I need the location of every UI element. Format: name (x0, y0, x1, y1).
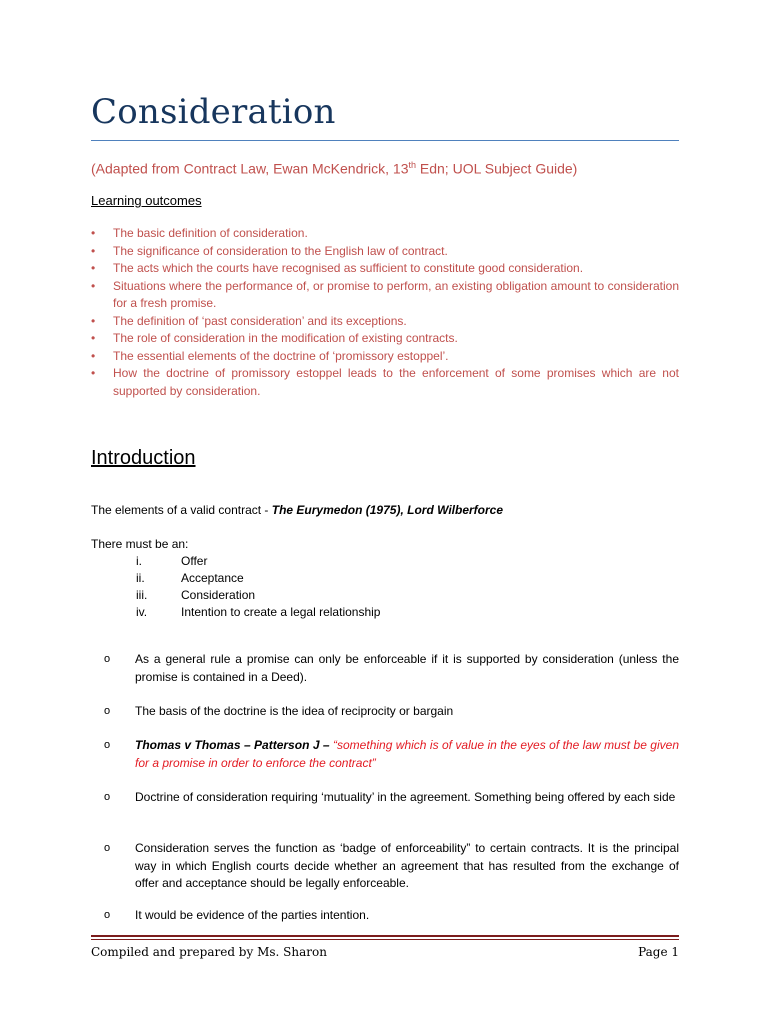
list-number: i. (136, 554, 142, 568)
case-citation: Thomas v Thomas – Patterson J – (135, 738, 334, 752)
elements-case: The Eurymedon (1975), Lord Wilberforce (271, 503, 504, 517)
circle-bullet-icon: o (104, 653, 111, 665)
list-number: ii. (136, 571, 145, 585)
footer-author: Compiled and prepared by Ms. Sharon (91, 945, 327, 959)
point-text (135, 737, 679, 772)
circle-bullet-icon: o (104, 909, 111, 921)
circle-bullet-icon: o (104, 791, 111, 803)
source-note-prefix: (Adapted from Contract Law, Ewan McKendrick, 13 (91, 160, 409, 177)
list-item: • The essential elements of the doctrine of ‘promissory estoppel’. (91, 348, 679, 366)
introduction-heading: Introduction (91, 447, 196, 469)
page-title: Consideration (91, 92, 336, 132)
list-text: Consideration (181, 588, 256, 602)
source-note (91, 160, 577, 177)
list-text: Offer (181, 554, 208, 568)
learning-outcomes-heading: Learning outcomes (91, 193, 202, 208)
list-item: • The basic definition of consideration. (91, 225, 679, 243)
point-text: As a general rule a promise can only be enforceable if it is supported by consideration (unless the promise is contained in a Deed). (135, 652, 679, 684)
list-item: • The role of consideration in the modification of existing contracts. (91, 330, 679, 348)
point-text: It would be evidence of the parties intention. (135, 908, 370, 922)
list-item: • The definition of ‘past consideration’ and its exceptions. (91, 313, 679, 331)
must-be-line: There must be an: (91, 537, 189, 551)
circle-bullet-icon: o (104, 705, 111, 717)
learning-outcomes-list (91, 225, 679, 400)
title-divider (91, 140, 679, 141)
list-item: • The significance of consideration to the English law of contract. (91, 243, 679, 261)
point-item (104, 703, 679, 721)
list-text: Acceptance (181, 571, 244, 585)
page-number: Page 1 (638, 945, 679, 959)
point-item (104, 840, 679, 893)
list-number: iv. (136, 605, 148, 619)
source-note-sup: th (408, 160, 416, 170)
list-item: • Situations where the performance of, or promise to perform, an existing obligation amount to consideration for a fresh promise. (91, 278, 679, 313)
point-item (104, 651, 679, 686)
case-quote: “something which is of value in the eyes of the law must be given for a promise in order to enforce the contract” (135, 738, 679, 770)
point-text: Doctrine of consideration requiring ‘mutuality’ in the agreement. Something being offered by each side (135, 790, 676, 804)
point-item (104, 907, 679, 925)
source-note-suffix: Edn; UOL Subject Guide) (416, 160, 578, 177)
point-text: The basis of the doctrine is the idea of reciprocity or bargain (135, 704, 454, 718)
circle-bullet-icon: o (104, 739, 111, 751)
point-item (104, 789, 679, 807)
point-item (104, 737, 679, 772)
elements-line-text: The elements of a valid contract - (91, 503, 272, 517)
list-number: iii. (136, 588, 148, 602)
list-item: • How the doctrine of promissory estoppel leads to the enforcement of some promises which are not supported by consideration. (91, 365, 679, 400)
footer-divider-thin (91, 939, 679, 940)
circle-bullet-icon: o (104, 842, 111, 854)
list-item: • The acts which the courts have recognised as sufficient to constitute good consideration. (91, 260, 679, 278)
elements-line (91, 503, 503, 517)
list-text: Intention to create a legal relationship (181, 605, 381, 619)
point-text: Consideration serves the function as ‘badge of enforceability” to certain contracts. It is the principal way in which English courts decide whether an agreement that has resulted from the exchange of offer and acceptance should be legally enforceable. (135, 841, 679, 890)
footer-divider (91, 935, 679, 937)
